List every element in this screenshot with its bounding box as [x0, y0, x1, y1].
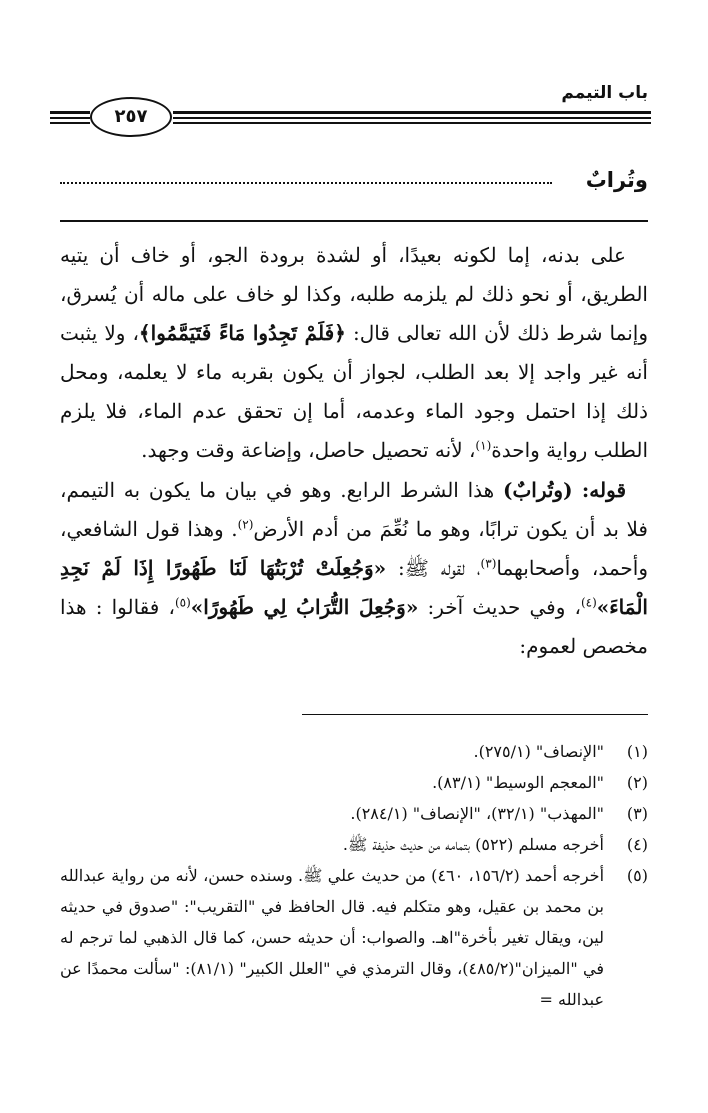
main-text — [60, 236, 648, 666]
p2-text-b: . وهذا قول الشافعي، وأحمد، وأصحابهما — [60, 517, 648, 580]
footnote-ref-1: (١) — [475, 438, 492, 453]
p1-text-c: ، لأنه تحصيل حاصل، وإضاعة وقت وجهد. — [141, 438, 476, 462]
p2-text-c: ، لقوله ﷺ: — [386, 556, 481, 580]
footnote-text: "المعجم الوسيط" (٨٣/١). — [432, 773, 604, 792]
footnote-item — [60, 798, 648, 829]
paragraph-1 — [60, 236, 648, 470]
footnote-ref-3: (٣) — [480, 556, 497, 571]
footnote-item — [60, 860, 648, 1015]
footnote-number: (٥) — [626, 866, 648, 885]
footnote-item — [60, 829, 648, 860]
footnote-item — [60, 736, 648, 767]
header-rule-left — [50, 111, 90, 127]
footnote-number: (٤) — [626, 835, 648, 854]
p1-text-b: ، ولا يثبت أنه غير واجد إلا بعد الطلب، لجواز أن يكون بقربه ماء لا يعلمه، ومحل ذلك إذا احتمل وجود الماء وعدمه، أما إن تحقق عدم الماء، فلا يلزم الطلب رواية واحدة — [60, 321, 648, 462]
footnote-text: "الإنصاف" (٢٧٥/١). — [473, 742, 604, 761]
section-title: وتُرابٌ — [585, 168, 648, 192]
footnote-number: (٢) — [626, 773, 648, 792]
footnote-number: (١) — [626, 742, 648, 761]
p1-text-a: على بدنه، إما لكونه بعيدًا، أو لشدة برودة الجو، أو خاف أن يتيه الطريق، أو نحو ذلك لم يلزمه طلبه، وكذا لو خاف على ماله أن يُسرق، وإنما شرط ذلك لأن الله تعالى قال: — [60, 243, 648, 345]
p2-text-d: ، وفي حديث آخر: — [418, 595, 581, 619]
footnote-text: "المهذب" (٣٢/١)، "الإنصاف" (٢٨٤/١). — [350, 804, 604, 823]
paragraph-2 — [60, 471, 648, 666]
section-leader-dots — [60, 176, 552, 184]
hadith-quote-1: «وَجُعِلَتْ تُرْبَتُهَا لَنَا طَهُورًا إِذَا لَمْ نَجِدِ الْمَاءَ» — [60, 556, 648, 619]
paragraph-lead: قوله: (وتُرابٌ) — [502, 478, 627, 502]
footnote-item — [60, 767, 648, 798]
footnote-text: أخرجه أحمد (١٥٦/٢، ٤٦٠) من حديث علي ﷺ. وسنده حسن، لأنه من رواية عبدالله بن محمد بن عقيل، وهو متكلم فيه. قال الحافظ في "التقريب": "صدوق في حديثه لين، ويقال تغير بأخرة"اهـ. والصواب: أن حديثه حسن، كما قال الذهبي لما ترجم له في "الميزان"(٤٨٥/٢)، وقال الترمذي في "العلل الكبير" (٨١/١): "سألت محمدًا عن عبدالله = — [60, 866, 605, 1009]
footnote-ref-2: (٢) — [237, 517, 254, 532]
footnotes — [60, 736, 648, 1015]
footnote-number: (٣) — [626, 804, 648, 823]
quran-verse: ﴿فَلَمْ تَجِدُوا مَاءً فَتَيَمَّمُوا﴾ — [138, 321, 346, 345]
footnote-text: أخرجه مسلم (٥٢٢) بتمامه من حديث حذيفة ﷺ. — [342, 835, 604, 854]
header-rule-right — [173, 111, 651, 127]
page-number: ٢٥٧ — [90, 97, 172, 137]
hadith-quote-2: «وَجُعِلَ التُّرَابُ لِي طَهُورًا» — [190, 595, 419, 619]
chapter-title: باب التيمم — [561, 83, 648, 103]
footnote-ref-5: (٥) — [174, 595, 191, 610]
p2-text-e: ، فقالوا : هذا مخصص لعموم: — [60, 595, 648, 658]
footnote-separator — [302, 714, 648, 715]
section-divider — [60, 220, 648, 222]
p2-text-a: هذا الشرط الرابع. وهو في بيان ما يكون به التيمم، فلا بد أن يكون ترابًا، وهو ما نُعِّمَ من أدم الأرض — [60, 478, 648, 541]
footnote-ref-4: (٤) — [580, 595, 597, 610]
